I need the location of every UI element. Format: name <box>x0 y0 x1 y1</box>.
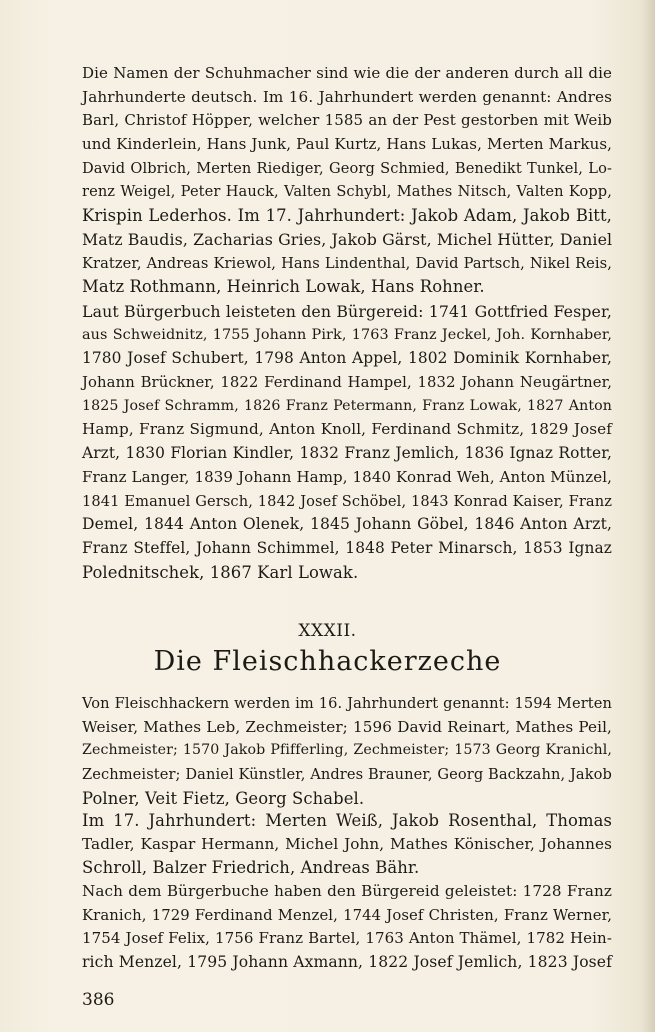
text-line: Krispin Lederhos. Im 17. Jahrhundert: Jakob Adam, Jakob Bitt, <box>82 206 612 226</box>
text-line: und Kinderlein, Hans Junk, Paul Kurtz, Hans Lukas, Merten Markus, <box>82 135 612 154</box>
text-line: Jahrhunderte deutsch. Im 16. Jahrhundert werden genannt: Andres <box>82 87 612 106</box>
text-line: 1841 Emanuel Gersch, 1842 Josef Schöbel, 1843 Konrad Kaiser, Franz <box>82 492 612 510</box>
text-line: Matz Baudis, Zacharias Gries, Jakob Gärst, Michel Hütter, Daniel <box>82 229 613 249</box>
text-line: renz Weigel, Peter Hauck, Valten Schybl, Mathes Nitsch, Valten Kopp, <box>82 183 612 201</box>
text-line: David Olbrich, Merten Riediger, Georg Schmied, Benedikt Tunkel, Lo- <box>82 159 612 177</box>
text-line: Kranich, 1729 Ferdinand Menzel, 1744 Josef Christen, Franz Werner, <box>82 906 612 924</box>
text-line: 1780 Josef Schubert, 1798 Anton Appel, 1802 Dominik Kornhaber, <box>82 349 612 368</box>
text-line: Matz Rothmann, Heinrich Lowak, Hans Rohner. <box>82 277 485 297</box>
text-line: Von Fleischhackern werden im 16. Jahrhundert genannt: 1594 Merten <box>82 695 612 712</box>
text-line: Laut Bürgerbuch leisteten den Bürgereid: 1741 Gottfried Fesper, <box>82 302 612 321</box>
text-line: Franz Langer, 1839 Johann Hamp, 1840 Konrad Weh, Anton Münzel, <box>82 467 612 486</box>
text-line: Schroll, Balzer Friedrich, Andreas Bähr. <box>82 858 420 878</box>
text-line: rich Menzel, 1795 Johann Axmann, 1822 Josef Jemlich, 1823 Josef <box>82 953 612 972</box>
text-line: Weiser, Mathes Leb, Zechmeister; 1596 David Reinart, Mathes Peil, <box>82 717 612 736</box>
text-line: Barl, Christof Höpper, welcher 1585 an der Pest gestorben mit Weib <box>82 111 612 130</box>
text-line: Die Namen der Schuhmacher sind wie die der anderen durch all die <box>82 64 612 82</box>
paragraph-butchers-16th-century <box>82 692 612 810</box>
chapter-title: Die Fleischhackerzeche <box>153 646 502 677</box>
text-line: Demel, 1844 Anton Olenek, 1845 Johann Göbel, 1846 Anton Arzt, <box>82 515 612 534</box>
text-line: Kratzer, Andreas Kriewol, Hans Lindenthal, David Partsch, Nikel Reis, <box>82 254 612 272</box>
text-line: 1825 Josef Schramm, 1826 Franz Petermann, Franz Lowak, 1827 Anton <box>82 397 612 414</box>
text-line: 1754 Josef Felix, 1756 Franz Bartel, 1763 Anton Thämel, 1782 Hein- <box>82 929 612 948</box>
paragraph-citizen-oath-shoemakers <box>82 300 612 584</box>
page-edge-shadow <box>641 0 655 1032</box>
page-number: 386 <box>82 990 115 1010</box>
text-line: Arzt, 1830 Florian Kindler, 1832 Franz Jemlich, 1836 Ignaz Rotter, <box>82 444 612 463</box>
text-line: Nach dem Bürgerbuche haben den Bürgereid geleistet: 1728 Franz <box>82 882 612 900</box>
text-line: Polner, Veit Fietz, Georg Schabel. <box>82 788 365 808</box>
paragraph-butchers-17th-century <box>82 809 612 880</box>
text-line: Johann Brückner, 1822 Ferdinand Hampel, 1832 Johann Neugärtner, <box>82 374 612 392</box>
text-line: Polednitschek, 1867 Karl Lowak. <box>82 562 359 582</box>
text-line: Im 17. Jahrhundert: Merten Weiß, Jakob Rosenthal, Thomas <box>82 811 612 830</box>
text-line: Tadler, Kaspar Hermann, Michel John, Mathes Könischer, Johannes <box>82 834 612 853</box>
text-line: Franz Steffel, Johann Schimmel, 1848 Peter Minarsch, 1853 Ignaz <box>82 538 612 557</box>
text-line: Zechmeister; Daniel Künstler, Andres Brauner, Georg Backzahn, Jakob <box>82 766 612 784</box>
text-line: aus Schweidnitz, 1755 Johann Pirk, 1763 Franz Jeckel, Joh. Kornhaber, <box>82 326 612 343</box>
text-line: Zechmeister; 1570 Jakob Pfifferling, Zechmeister; 1573 Georg Kranichl, <box>82 742 612 759</box>
chapter-number: XXXII. <box>298 621 357 641</box>
text-line: Hamp, Franz Sigmund, Anton Knoll, Ferdinand Schmitz, 1829 Josef <box>82 420 612 439</box>
paragraph-citizen-oath-butchers <box>82 880 612 975</box>
paragraph-shoemakers <box>82 62 612 299</box>
